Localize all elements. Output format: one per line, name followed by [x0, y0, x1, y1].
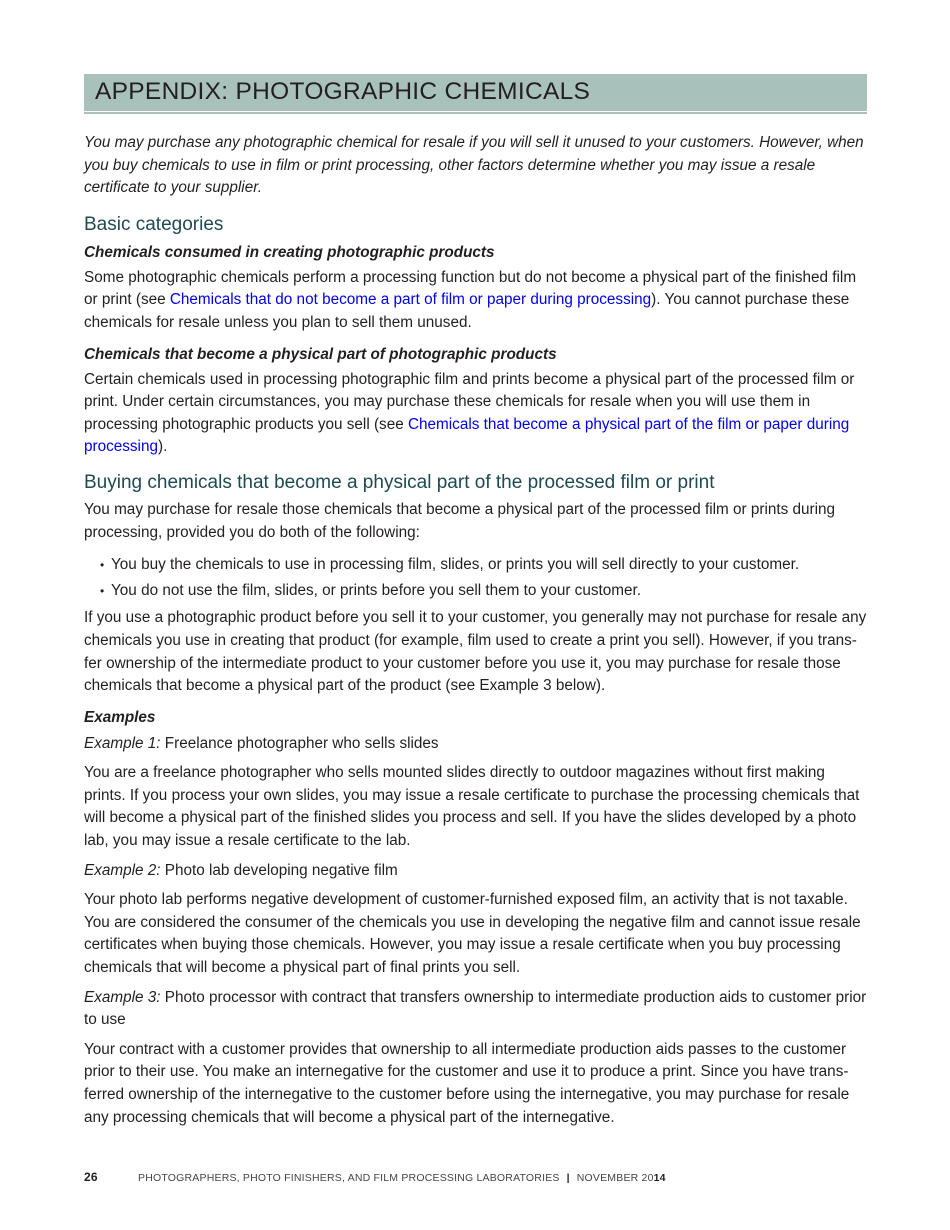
consumed-chemicals-heading: Chemicals consumed in creating photographic products: [84, 243, 495, 261]
buying-intro-paragraph: You may purchase for resale those chemicals that become a physical part of the processed film or prints during processing, provided you do both of the following:: [84, 500, 836, 541]
example-1-body: You are a freelance photographer who sells mounted slides directly to outdoor magazines without first making prints. If you process your own slides, you may issue a resale certificate to purchase the processing chemicals that will become a physical part of the finished slides you process and sell. If you have the slides developed by a photo lab, you may issue a resale certificate to the lab.: [84, 764, 860, 850]
link-chemicals-become-part[interactable]: Chemicals that become a physical part of the film or paper during processing: [84, 415, 850, 456]
example-3-body: Your contract with a customer provides that ownership to all intermediate production aids passes to the customer prior to their use. You make an internegative for the customer and use it to produce a print. Since you have trans-ferred ownership of the internegative to the customer before using the internegative, you may purchase for resale any processing chemicals that will become a physical part of the internegative.: [84, 1040, 850, 1126]
page-number: 26: [84, 1170, 98, 1184]
intro-paragraph: You may purchase any photographic chemical for resale if you will sell it unused to your customers. However, when you buy chemicals to use in film or print processing, other factors determine whether you may issue a resale certificate to your supplier.: [84, 134, 864, 197]
example-2-body: Your photo lab performs negative development of customer-furnished exposed film, an activity that is not taxable. You are considered the consumer of the chemicals you use in developing the negative film and cannot issue resale certificates when buying those chemicals. However, you may issue a resale certificate when you buy processing chemicals that will become a physical part of final prints you sell.: [84, 891, 861, 977]
consumed-chemicals-paragraph: [84, 267, 867, 335]
footer-separator: |: [566, 1172, 570, 1184]
physical-part-paragraph: [84, 369, 867, 459]
list-item: [84, 580, 867, 603]
page-title: APPENDIX: PHOTOGRAPHIC CHEMICALS: [95, 78, 591, 105]
example-2-title: Photo lab developing negative film: [160, 861, 398, 879]
example-1-heading: [84, 733, 867, 756]
document-page: [84, 74, 867, 1129]
list-item-text: You do not use the film, slides, or prints before you sell them to your customer.: [111, 581, 641, 599]
consumed-text-before: Some photographic chemicals perform a processing function but do not become a physical part of the finished film or print (see: [84, 268, 857, 309]
publication-title: PHOTOGRAPHERS, PHOTO FINISHERS, AND FILM PROCESSING LABORATORIES: [138, 1172, 560, 1184]
example-3-label: Example 3:: [84, 988, 161, 1006]
example-1-label: Example 1:: [84, 734, 161, 752]
page-footer: [84, 1170, 666, 1184]
title-banner: [84, 74, 867, 112]
example-1-title: Freelance photographer who sells slides: [160, 734, 439, 752]
consumed-text-after: ). You cannot purchase these chemicals for resale unless you plan to sell them unused.: [84, 291, 850, 331]
example-3-heading: [84, 987, 867, 1032]
buying-chemicals-heading: Buying chemicals that become a physical part of the processed film or print: [84, 471, 715, 493]
example-3-title: Photo processor with contract that transfers ownership to intermediate production aids to customer prior to use: [84, 988, 867, 1029]
date-prefix: NOVEMBER 20: [576, 1172, 654, 1184]
bullet-icon: •: [100, 558, 105, 573]
examples-heading: Examples: [84, 708, 156, 726]
basic-categories-heading: Basic categories: [84, 213, 224, 235]
example-2-heading: [84, 860, 867, 883]
bullet-icon: •: [100, 583, 105, 598]
physical-part-heading: Chemicals that become a physical part of photographic products: [84, 345, 557, 363]
date-suffix: 14: [653, 1172, 666, 1184]
list-item: [84, 554, 867, 577]
physical-text-after: ).: [157, 438, 168, 456]
list-item-text: You buy the chemicals to use in processing film, slides, or prints you will sell directly to your customer.: [111, 556, 800, 574]
conditions-list: [84, 554, 867, 602]
buying-after-paragraph: If you use a photographic product before you sell it to your customer, you generally may not purchase for resale any chemicals you use in creating that product (for example, film used to create a print you sell). However, if you trans-fer ownership of the intermediate product to your customer before you use it, you may purchase for resale those chemicals that become a physical part of the product (see Example 3 below).: [84, 609, 867, 695]
publication-date: [577, 1172, 666, 1184]
example-2-label: Example 2:: [84, 861, 161, 879]
physical-text-before: Certain chemicals used in processing photographic film and prints become a physical part of the processed film or print. Under certain circumstances, you may purchase these chemicals for resale when you will use them in processing photographic products you sell (see: [84, 370, 855, 433]
link-chemicals-not-part[interactable]: Chemicals that do not become a part of film or paper during processing: [169, 291, 652, 309]
